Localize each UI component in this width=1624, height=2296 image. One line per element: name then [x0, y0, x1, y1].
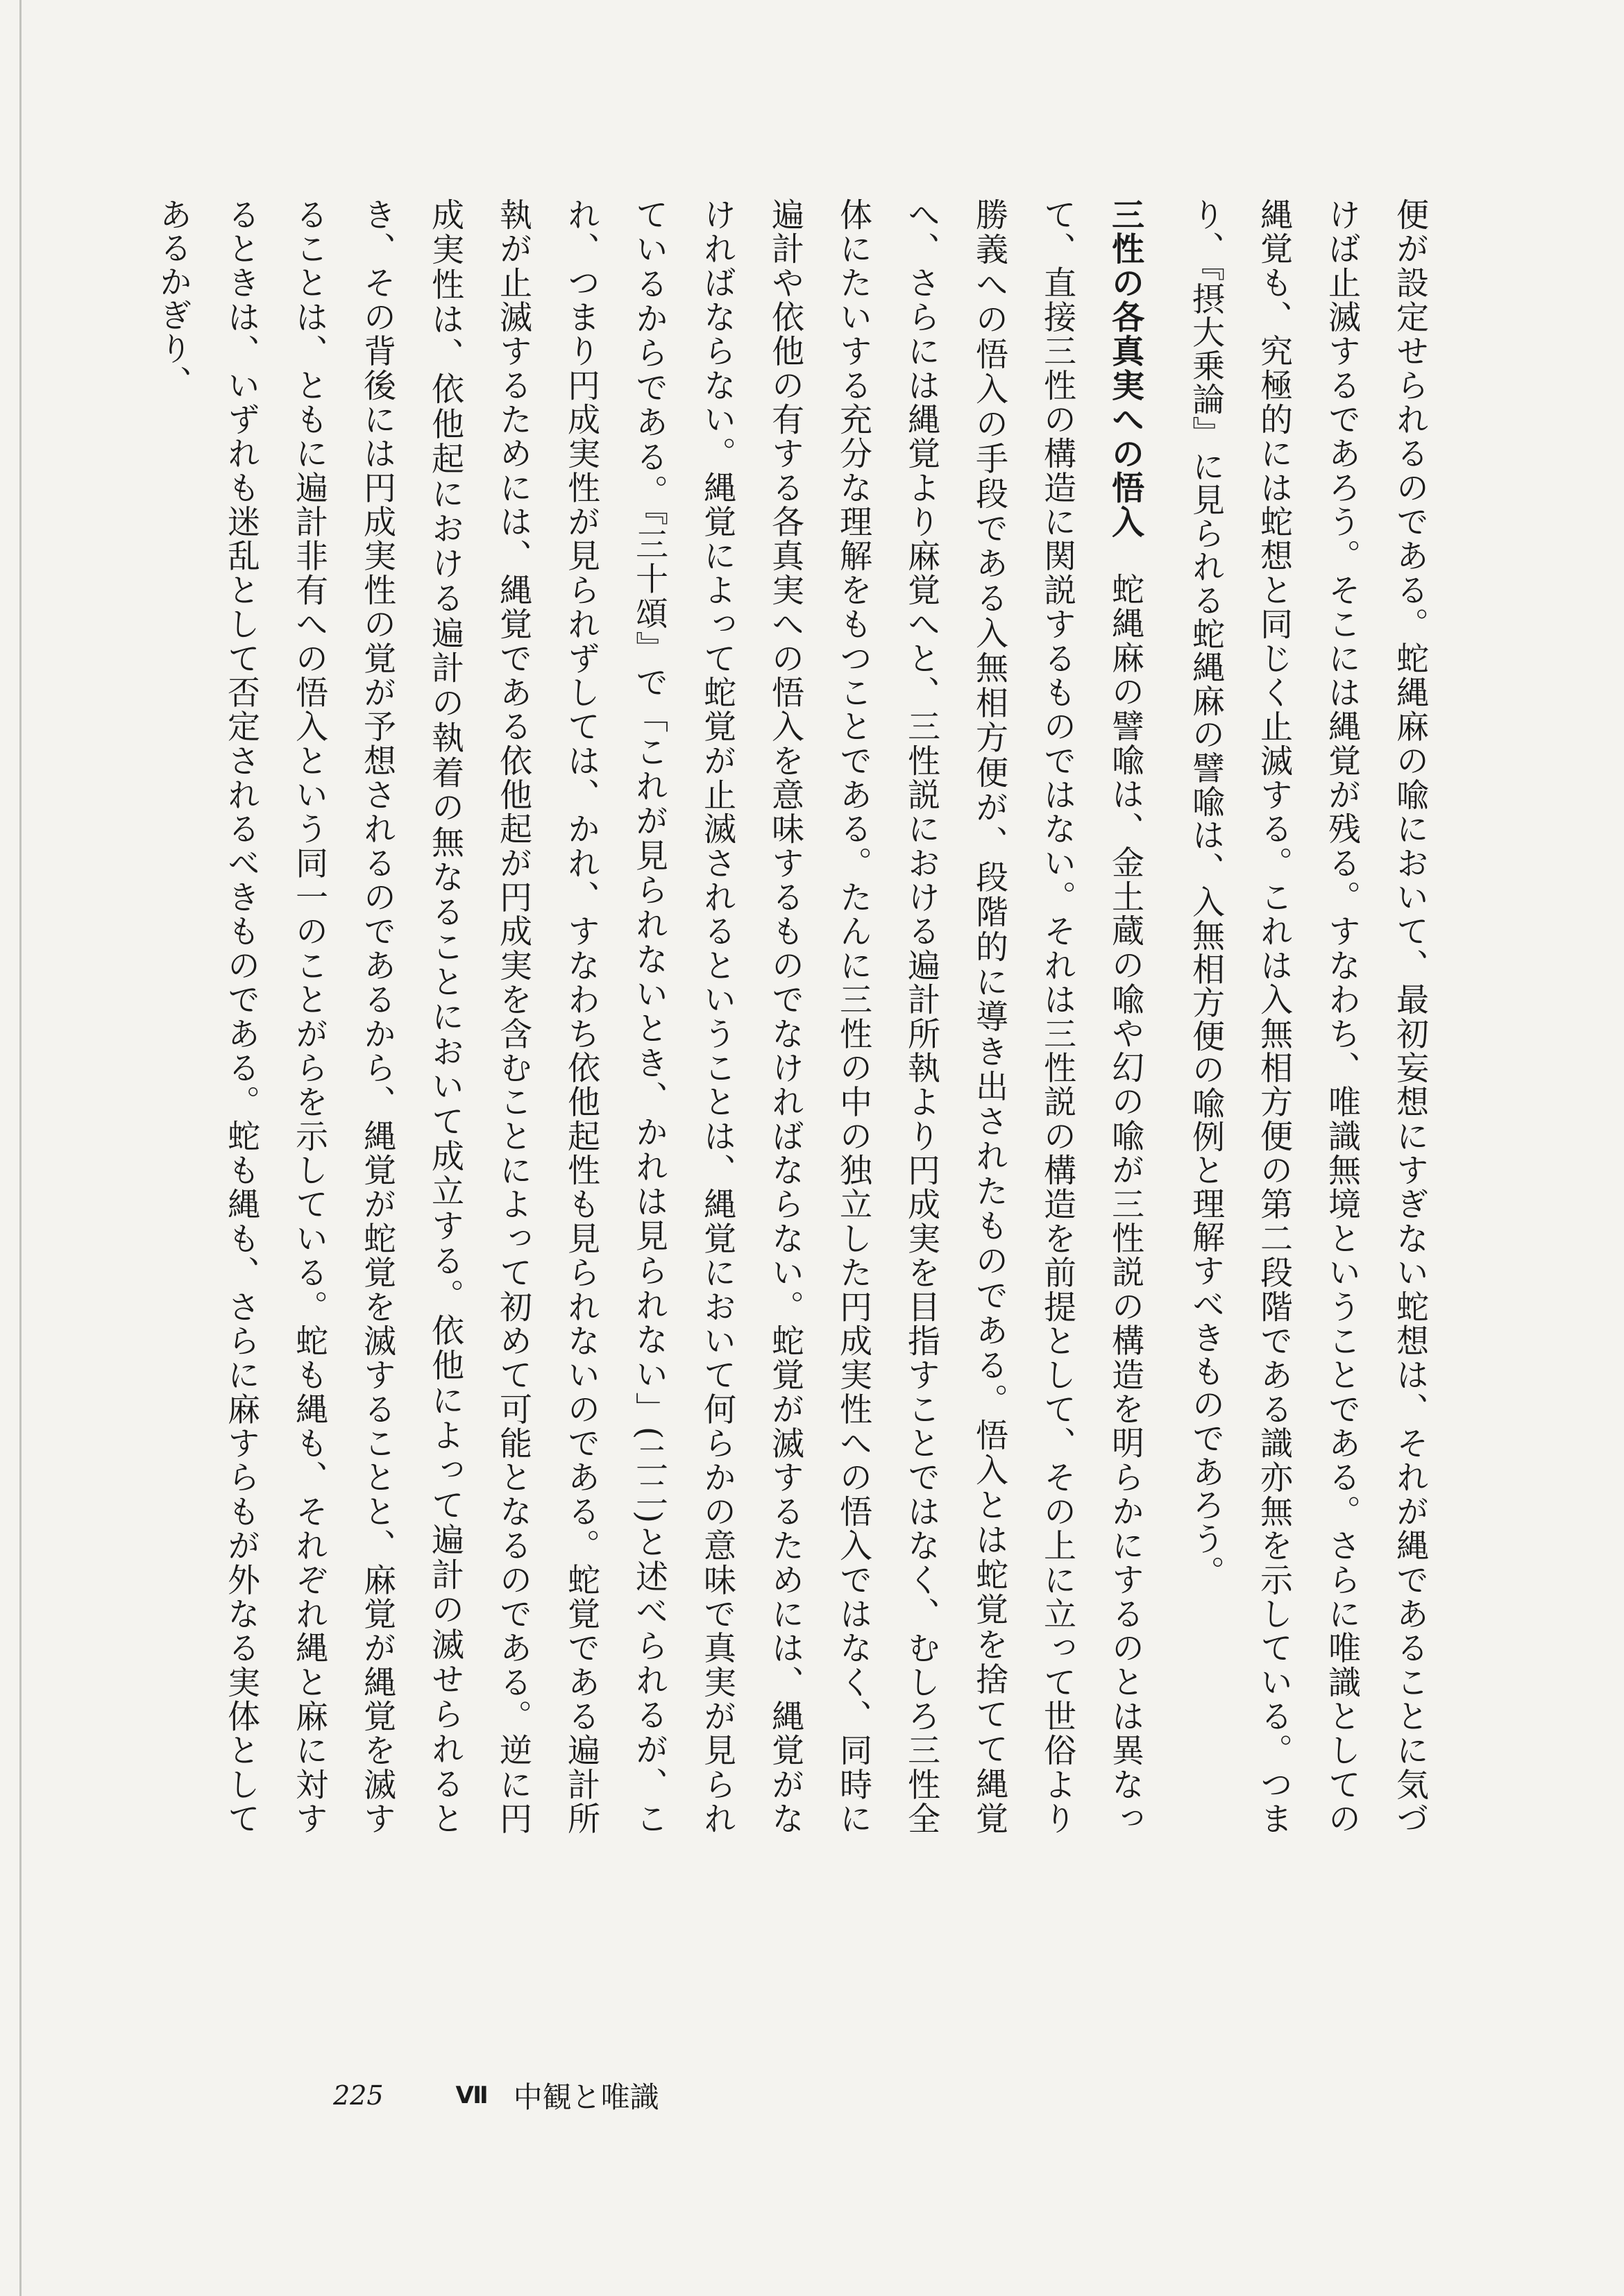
section-heading: 三性の各真実への悟入	[1106, 198, 1144, 540]
paragraph-1: 便が設定せられるのである。蛇縄麻の喩において、最初妄想にすぎない蛇想は、それが縄であることに気づけば止滅するであろう。そこには縄覚が残る。すなわち、唯識無境ということである。さらに唯識としての縄覚も、究極的には蛇想と同じく止滅する。これは入無相方便の第二段階である識亦無を示している。つまり、『摂大乗論』に見られる蛇縄麻の譬喩は、入無相方便の喩例と理解すべきものであろう。	[1187, 198, 1429, 1835]
vertical-text-block	[154, 198, 1444, 1835]
page-footer	[333, 2075, 659, 2116]
chapter-title: 中観と唯識	[513, 2080, 659, 2114]
page-number: 225	[333, 2080, 384, 2111]
paragraph-gap	[1159, 198, 1172, 1835]
chapter-number: Ⅶ	[455, 2082, 489, 2109]
paragraph-2	[139, 198, 1159, 1835]
scan-edge-line	[19, 0, 22, 2296]
paragraph-2-text: 蛇縄麻の譬喩は、金土蔵の喩や幻の喩が三性説の構造を明らかにするのとは異なって、直接三性の構造に関説するものではない。それは三性説の構造を前提として、その上に立って世俗より勝義への悟入の手段である入無相方便が、段階的に導き出されたものである。悟入とは蛇覚を捨てて縄覚へ、さらには縄覚より麻覚へと、三性説における遍計所執より円成実を目指すことではなく、むしろ三性全体にたいする充分な理解をもつことである。たんに三性の中の独立した円成実性への悟入ではなく、同時に遍計や依他の有する各真実への悟入を意味するものでなければならない。蛇覚が滅するためには、縄覚がなければならない。縄覚によって蛇覚が止滅されるということは、縄覚において何らかの意味で真実が見られているからである。『三十頌』で「これが見られないとき、かれは見られない」(二二)と述べられるが、これ、つまり円成実性が見られずしては、かれ、すなわち依他起性も見られないのである。蛇覚である遍計所執が止滅するためには、縄覚である依他起が円成実を含むことによって初めて可能となるのである。逆に円成実性は、依他起における遍計の執着の無なることにおいて成立する。依他によって遍計の滅せられるとき、その背後には円成実性の覚が予想されるのであるから、縄覚が蛇覚を滅することと、麻覚が縄覚を滅することは、ともに遍計非有への悟入という同一のことがらを示している。蛇も縄も、それぞれ縄と麻に対するときは、いずれも迷乱として否定されるべきものである。蛇も縄も、さらに麻すらもが外なる実体としてあるかぎり、	[154, 198, 1144, 1835]
